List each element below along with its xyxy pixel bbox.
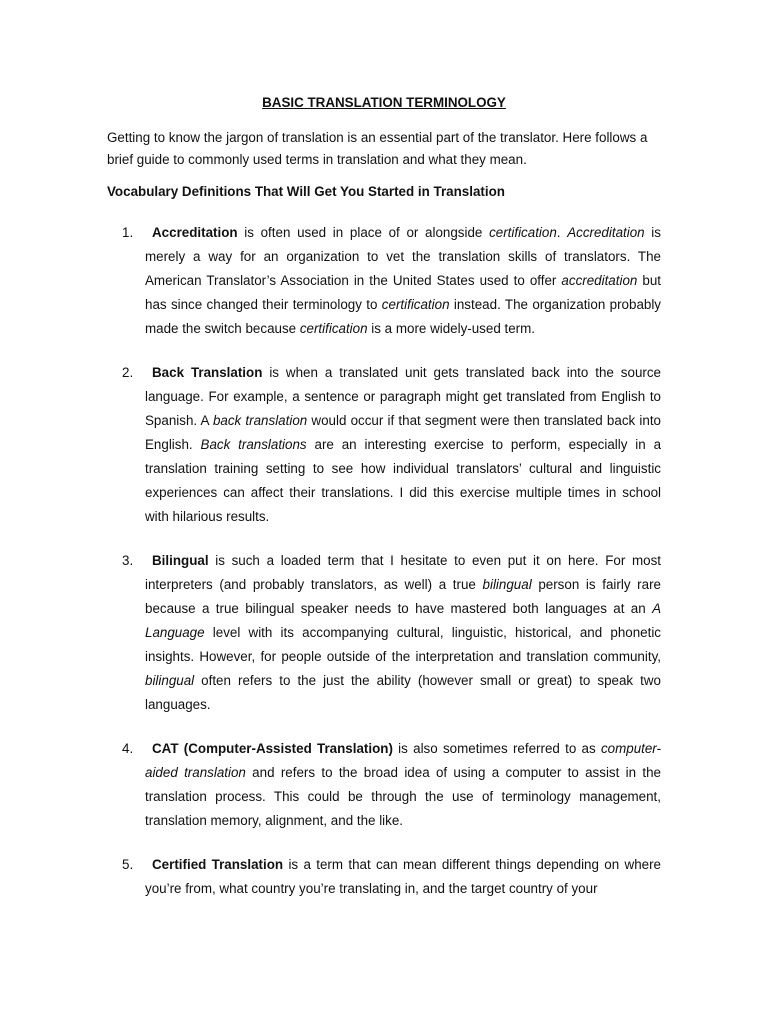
italic-term: certification bbox=[381, 297, 450, 312]
definition-text: is merely a way for an organization to vet the translation skills of translators. The American Translator’s Association in the United States used to offer bbox=[145, 225, 661, 288]
definition-text: is a term that can mean different things depending on where you’re from, what country you’re translating in, and the target country of your bbox=[145, 857, 661, 896]
definition-text: is also sometimes referred to as bbox=[392, 741, 601, 756]
item-number: 1. bbox=[122, 225, 134, 240]
list-item-cat bbox=[107, 737, 661, 833]
definition-text: instead. The organization probably made the switch because bbox=[145, 297, 662, 336]
item-number: 5. bbox=[122, 857, 134, 872]
definition-text: is when a translated unit gets translated back into the source language. For example, a sentence or paragraph might get translated from English to Spanish. A bbox=[145, 365, 662, 428]
italic-term: computer-aided translation bbox=[145, 741, 661, 780]
definition-text: is such a loaded term that I hesitate to even put it on here. For most interpreters (and probably translators, as well) a true bbox=[145, 553, 661, 592]
definition-text: person is fairly rare because a true bilingual speaker needs to have mastered both languages at an bbox=[145, 577, 661, 616]
list-item-back-translation bbox=[107, 361, 661, 529]
italic-term: bilingual bbox=[482, 577, 532, 592]
definition-text: level with its accompanying cultural, linguistic, historical, and phonetic insights. However, for people outside of the interpretation and translation community, bbox=[145, 625, 661, 664]
term-certified-translation: Certified Translation bbox=[152, 857, 284, 872]
definition-text: would occur if that segment were then translated back into English. bbox=[145, 413, 661, 452]
italic-term: Accreditation bbox=[567, 225, 645, 240]
italic-term: certification bbox=[299, 321, 368, 336]
definition-text: is often used in place of or alongside bbox=[237, 225, 490, 240]
definition-text: are an interesting exercise to perform, especially in a translation training setting to see how individual translators’ cultural and linguistic experiences can affect their translations. I did this exercise multiple times in school with hilarious results. bbox=[145, 437, 662, 524]
terminology-list bbox=[107, 221, 661, 901]
document-title: BASIC TRANSLATION TERMINOLOGY bbox=[262, 95, 506, 110]
italic-term: bilingual bbox=[145, 673, 195, 688]
definition-text: often refers to the just the ability (however small or great) to speak two languages. bbox=[145, 673, 661, 712]
italic-term: accreditation bbox=[561, 273, 638, 288]
term-accreditation: Accreditation bbox=[152, 225, 238, 240]
term-back-translation: Back Translation bbox=[152, 365, 263, 380]
term-bilingual: Bilingual bbox=[152, 553, 209, 568]
item-number: 4. bbox=[122, 741, 134, 756]
term-cat: CAT (Computer-Assisted Translation) bbox=[152, 741, 393, 756]
section-subheading: Vocabulary Definitions That Will Get You Started in Translation bbox=[107, 184, 505, 199]
definition-text: is a more widely-used term. bbox=[367, 321, 535, 336]
list-item-bilingual bbox=[107, 549, 661, 717]
item-number: 3. bbox=[122, 553, 134, 568]
definition-text: . bbox=[556, 225, 568, 240]
definition-text: but has since changed their terminology to bbox=[145, 273, 661, 312]
italic-term: certification bbox=[489, 225, 557, 240]
italic-term: Back translations bbox=[200, 437, 307, 452]
list-item-accreditation bbox=[107, 221, 661, 341]
italic-term: back translation bbox=[212, 413, 308, 428]
item-number: 2. bbox=[122, 365, 134, 380]
intro-paragraph: Getting to know the jargon of translation is an essential part of the translator. Here follows a brief guide to commonly used terms in translation and what they mean. bbox=[107, 130, 648, 167]
document-page bbox=[107, 94, 661, 921]
italic-term: A Language bbox=[145, 601, 661, 640]
list-item-certified-translation bbox=[107, 853, 661, 901]
definition-text: and refers to the broad idea of using a computer to assist in the translation process. This could be through the use of terminology management, translation memory, alignment, and the like. bbox=[145, 765, 661, 828]
